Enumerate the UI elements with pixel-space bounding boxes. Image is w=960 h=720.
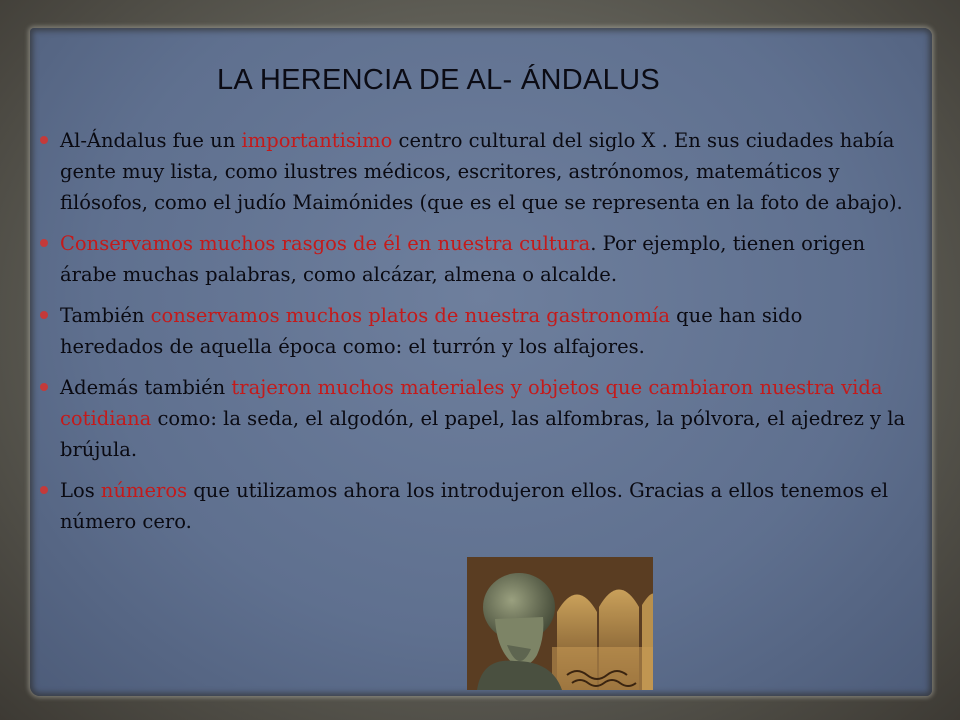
bullet-text (60, 479, 888, 533)
highlight-segment: importantisimo (241, 129, 393, 152)
bullet-dot-icon (40, 311, 48, 319)
bullet-item (38, 300, 910, 362)
slide-title: LA HERENCIA DE AL- ÁNDALUS (217, 64, 660, 96)
bullet-item (38, 372, 910, 465)
content-panel (30, 28, 932, 696)
bullet-text (60, 376, 905, 461)
bullet-list (38, 125, 918, 547)
bullet-text (60, 129, 903, 214)
maimonides-portrait-image (467, 557, 653, 690)
bullet-dot-icon (40, 486, 48, 494)
bullet-segment: También (60, 304, 151, 327)
bullet-segment: que han sido heredados de aquella época como: el turrón y los alfajores. (60, 304, 803, 358)
bullet-segment: que utilizamos ahora los introdujeron ellos. Gracias a ellos tenemos el número cero. (60, 479, 889, 533)
bullet-item (38, 475, 910, 537)
bullet-segment: centro cultural del siglo X . En sus ciudades había gente muy lista, como ilustres médicos, escritores, astrónomos, matemáticos y filósofos, como el judío Maimónides (que es el que se representa en la foto de abajo). (60, 129, 903, 214)
highlight-segment: Conservamos muchos rasgos de él en nuestra cultura (60, 232, 591, 255)
bullet-dot-icon (40, 239, 48, 247)
portrait-illustration (467, 557, 653, 690)
bullet-text (60, 232, 865, 286)
highlight-segment: trajeron muchos materiales y objetos que cambiaron nuestra vida cotidiana (60, 376, 883, 430)
bullet-segment: Además también (60, 376, 232, 399)
bullet-segment: . Por ejemplo, tienen origen árabe muchas palabras, como alcázar, almena o alcalde. (60, 232, 866, 286)
highlight-segment: números (100, 479, 188, 502)
bullet-item (38, 125, 910, 218)
bullet-segment: Los (60, 479, 101, 502)
bullet-segment: Al-Ándalus fue un (60, 129, 242, 152)
bullet-dot-icon (40, 136, 48, 144)
bullet-dot-icon (40, 383, 48, 391)
bullet-segment: como: la seda, el algodón, el papel, las alfombras, la pólvora, el ajedrez y la brújula. (60, 407, 906, 461)
bullet-item (38, 228, 910, 290)
bullet-text (60, 304, 802, 358)
highlight-segment: conservamos muchos platos de nuestra gastronomía (150, 304, 670, 327)
